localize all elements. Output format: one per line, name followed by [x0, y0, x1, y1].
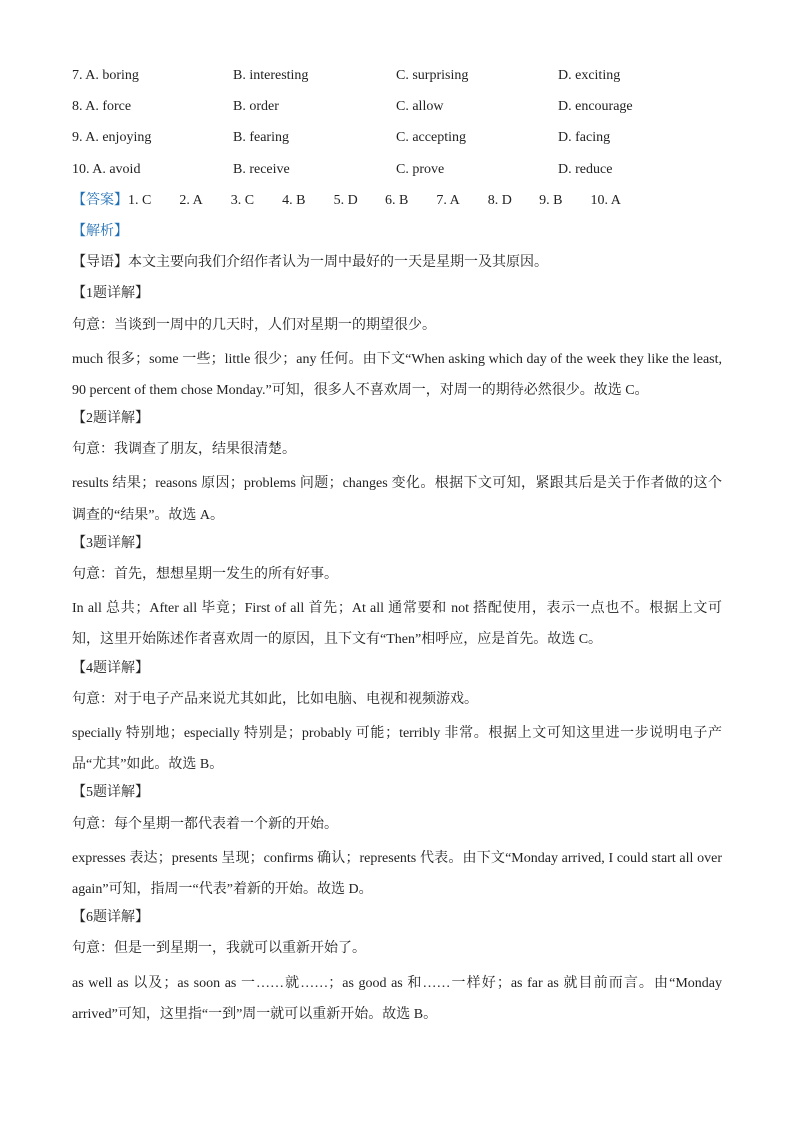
answer-item: 5. D	[333, 192, 358, 208]
option-a: 9. A. enjoying	[72, 130, 152, 146]
detail-4	[72, 656, 722, 781]
detail-explain: as well as 以及；as soon as 一……就……；as good as 和……一样好；as far as 就目前而言。由“Monday arrived”可知，这里指“一到”周一就可以重新开始。故选 B。	[72, 975, 722, 1022]
option-b: B. fearing	[233, 130, 289, 146]
answer-item: 1. C	[128, 192, 152, 208]
option-row	[72, 157, 722, 188]
option-a: 7. A. boring	[72, 68, 139, 83]
detail-3	[72, 531, 722, 656]
option-b: B. interesting	[233, 68, 309, 83]
answer-item: 10. A	[590, 192, 621, 208]
option-row	[72, 125, 722, 156]
detail-title: 【6题详解】	[72, 910, 149, 926]
detail-meaning: 句意：但是一到星期一，我就可以重新开始了。	[72, 941, 366, 957]
detail-explain: much 很多；some 一些；little 很少；any 任何。由下文“When asking which day of the week they like the least, 90 percent of them chose Monday.”可知，很多人不喜欢周一，对周一的期待必然很少。故选 C。	[72, 351, 722, 398]
option-b: B. order	[233, 99, 279, 115]
answer-item: 6. B	[384, 192, 409, 208]
answer-item: 2. A	[179, 192, 203, 208]
detail-explain: In all 总共；After all 毕竟；First of all 首先；At all 通常要和 not 搭配使用，表示一点也不。根据上文可知，这里开始陈述作者喜欢周一的原因，且下文有“Then”相呼应，应是首先。故选 C。	[72, 601, 722, 648]
answer-item: 7. A	[436, 192, 460, 208]
detail-title: 【2题详解】	[72, 411, 149, 427]
detail-5	[72, 780, 722, 905]
detail-6	[72, 905, 722, 1030]
detail-meaning: 句意：首先，想想星期一发生的所有好事。	[72, 567, 338, 583]
detail-title: 【5题详解】	[72, 785, 149, 801]
option-c: C. allow	[396, 99, 444, 115]
option-a: 10. A. avoid	[72, 161, 141, 177]
option-row	[72, 63, 722, 94]
detail-meaning: 句意：当谈到一周中的几天时，人们对星期一的期望很少。	[72, 317, 436, 333]
detail-title: 【3题详解】	[72, 535, 149, 551]
detail-1	[72, 281, 722, 406]
option-d: D. encourage	[558, 99, 633, 115]
answer-item: 3. C	[230, 192, 255, 208]
option-a: 8. A. force	[72, 99, 132, 115]
option-row	[72, 94, 722, 125]
option-b: B. receive	[233, 161, 290, 177]
detail-title: 【1题详解】	[72, 286, 149, 302]
answer-item: 8. D	[487, 192, 512, 208]
intro-text: 【导语】本文主要向我们介绍作者认为一周中最好的一天是星期一及其原因。	[72, 255, 548, 271]
options-block	[72, 63, 722, 188]
detail-meaning: 句意：对于电子产品来说尤其如此，比如电脑、电视和视频游戏。	[72, 691, 478, 707]
detail-explain: specially 特别地；especially 特别是；probably 可能；terribly 非常。根据上文可知这里进一步说明电子产品“尤其”如此。故选 B。	[72, 726, 722, 773]
detail-meaning: 句意：我调查了朋友，结果很清楚。	[72, 442, 296, 458]
answer-item: 4. B	[282, 192, 306, 208]
detail-explain: results 结果；reasons 原因；problems 问题；changes 变化。根据下文可知，紧跟其后是关于作者做的这个调查的“结果”。故选 A。	[72, 476, 722, 523]
option-c: C. surprising	[396, 68, 469, 83]
detail-2	[72, 406, 722, 531]
answer-label: 【答案】	[72, 192, 128, 208]
answer-line	[72, 188, 722, 219]
answer-item: 9. B	[539, 192, 563, 208]
answer-items	[128, 193, 642, 208]
option-d: D. exciting	[558, 68, 621, 83]
detail-explain: expresses 表达；presents 呈现；confirms 确认；represents 代表。由下文“Monday arrived, I could start all over again”可知，指周一“代表”着新的开始。故选 D。	[72, 850, 722, 898]
detail-title: 【4题详解】	[72, 660, 149, 676]
option-c: C. accepting	[396, 130, 466, 146]
option-d: D. facing	[558, 130, 611, 146]
analysis-label: 【解析】	[72, 223, 128, 239]
option-d: D. reduce	[558, 161, 613, 177]
option-c: C. prove	[396, 161, 445, 177]
document-page	[72, 63, 722, 1030]
detail-meaning: 句意：每个星期一都代表着一个新的开始。	[72, 816, 338, 832]
